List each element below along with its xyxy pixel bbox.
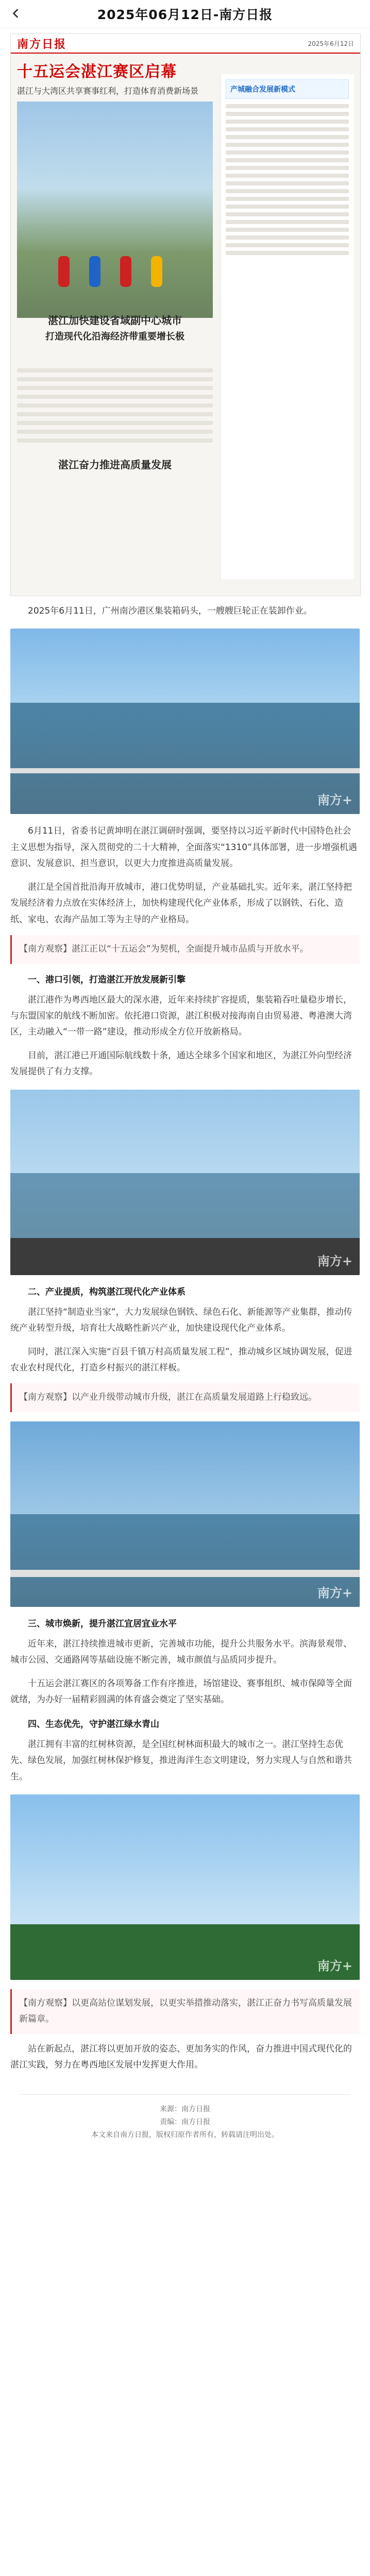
newspaper-bottom-head: 湛江奋力推进高质量发展 [58,459,172,471]
image-watermark-1: 南方+ [317,792,352,808]
newspaper-date: 2025年6月12日 [308,40,354,47]
newspaper-second-block [17,307,213,343]
article-image-4 [10,1794,360,1980]
image-watermark-2: 南方+ [317,1253,352,1268]
quote-2: 【南方观察】以产业升级带动城市升级，湛江在高质量发展道路上行稳致远。 [10,1383,360,1412]
subhead-1: 一、港口引领，打造湛江开放发展新引擎 [28,974,186,985]
paragraph-5: 湛江坚持“制造业当家”，大力发展绿色钢铁、绿色石化、新能源等产业集群，推动传统产业转型升级，培育壮大战略性新兴产业，加快建设现代化产业体系。 [10,1307,352,1334]
subhead-4: 四、生态优先，守护湛江绿水青山 [28,1719,159,1730]
article-image-1 [10,629,360,814]
chevron-left-icon[interactable] [8,6,23,21]
newspaper-second-head: 湛江加快建设省域副中心城市 [48,314,182,327]
article [0,603,370,2154]
paragraph-7: 近年来，湛江持续推进城市更新，完善城市功能，提升公共服务水平。滨海景观带、城市公园、交通路网等基础设施不断完善，城市颜值与品质同步提升。 [10,1638,352,1666]
image-watermark-3: 南方+ [317,1585,352,1600]
footer-source: 来源：南方日报 [160,2105,210,2113]
paragraph-9: 湛江拥有丰富的红树林资源，是全国红树林面积最大的城市之一。湛江坚持生态优先、绿色发展，加强红树林保护修复，推进海洋生态文明建设，努力实现人与自然和谐共生。 [10,1739,352,1782]
paragraph-8: 十五运会湛江赛区的各项筹备工作有序推进，场馆建设、赛事组织、城市保障等全面就绪，为办好一届精彩圆满的体育盛会奠定了坚实基础。 [10,1678,352,1705]
paragraph-6: 同时，湛江深入实施“百县千镇万村高质量发展工程”，推动城乡区域协调发展，促进农业农村现代化，打造乡村振兴的湛江样板。 [10,1346,352,1373]
article-image-3 [10,1421,360,1607]
newspaper-small-text [17,364,213,447]
quote-1: 【南方观察】湛江正以“十五运会”为契机，全面提升城市品质与开放水平。 [10,935,360,963]
article-image-2 [10,1090,360,1275]
newspaper-right-column [220,74,354,579]
newspaper-logo: 南方日报 [17,37,67,51]
newspaper-headline: 十五运会湛江赛区启幕 [17,63,177,81]
paragraph-1: 6月11日，省委书记黄坤明在湛江调研时强调，要坚持以习近平新时代中国特色社会主义思想为指导，深入贯彻党的二十大精神，全面落实“1310”具体部署，进一步增强机遇意识、发展意识、担当意识，以更大力度推进高质量发展。 [10,826,357,869]
newspaper-right-box: 产城融合发展新模式 [226,79,349,99]
footer [10,2081,360,2155]
newspaper-right-text [226,104,349,255]
top-bar [0,0,370,28]
quote-3: 【南方观察】以更高站位谋划发展，以更实举措推动落实，湛江正奋力书写高质量发展新篇章。 [10,1989,360,2034]
footer-editor: 责编：南方日报 [160,2117,210,2126]
image-watermark-4: 南方+ [317,1958,352,1973]
subhead-2: 二、产业提质，构筑湛江现代化产业体系 [28,1286,186,1297]
paragraph-3: 湛江港作为粤西地区最大的深水港，近年来持续扩容提质，集装箱吞吐量稳步增长，与东盟国家的航线不断加密。依托港口资源，湛江积极对接海南自由贸易港、粤港澳大湾区，主动融入“一带一路”建设，推动形成全方位开放新格局。 [10,994,352,1038]
newspaper-subhead: 湛江与大湾区共享赛事红利，打造体育消费新场景 [17,86,199,96]
footer-note: 本文来自南方日报，版权归原作者所有，转载请注明出处。 [91,2131,279,2140]
newspaper-page-image [10,33,361,596]
paragraph-4: 目前，湛江港已开通国际航线数十条，通达全球多个国家和地区，为湛江外向型经济发展提供了有力支撑。 [10,1050,352,1077]
newspaper-masthead [11,34,360,54]
footer-divider [21,2094,349,2095]
page-title: 2025年06月12日-南方日报 [97,7,273,22]
paragraph-2: 湛江是全国首批沿海开放城市，港口优势明显，产业基础扎实。近年来，湛江坚持把发展经济着力点放在实体经济上，加快构建现代化产业体系，形成了以钢铁、石化、造纸、家电、农海产品加工等为主导的产业格局。 [10,882,352,925]
subhead-3: 三、城市焕新，提升湛江宜居宜业水平 [28,1618,177,1629]
newspaper-second-head-b: 打造现代化沿海经济带重要增长极 [45,331,184,342]
paragraph-10: 站在新起点，湛江将以更加开放的姿态、更加务实的作风，奋力推进中国式现代化的湛江实践，努力在粤西地区发展中发挥更大作用。 [10,2043,352,2071]
newspaper-photo [17,101,213,318]
paragraph-intro: 2025年6月11日，广州南沙港区集装箱码头，一艘艘巨轮正在装卸作业。 [28,606,312,616]
